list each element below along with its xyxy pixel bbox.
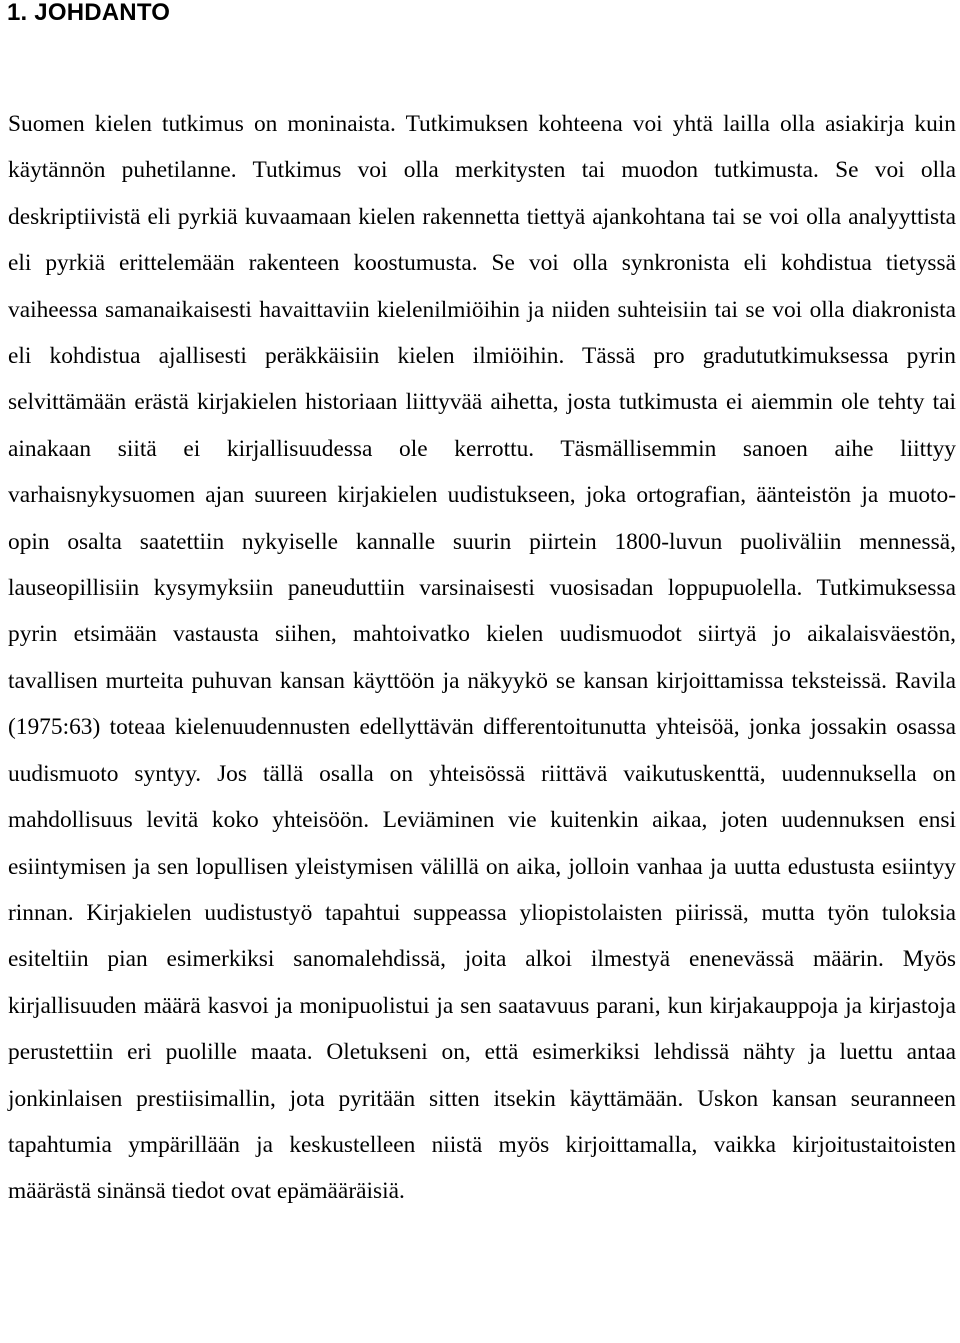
paragraph: Suomen kielen tutkimus on moninaista. Tutkimuksen kohteena voi yhtä lailla olla asiakirja kuin käytännön puhetilanne. Tutkimus voi olla merkitysten tai muodon tutkimusta. Se voi olla deskriptiivistä eli pyrkiä kuvaamaan kielen rakennetta tiettyä ajankohtana tai se voi olla analyyttista eli pyrkiä erittelemään rakenteen koostumusta. Se voi olla synkronista eli kohdistua tietyssä vaiheessa samanaikaisesti havaittaviin kielenilmiöihin ja niiden suhteisiin tai se voi olla diakronista eli kohdistua ajallisesti peräkkäisiin kielen ilmiöihin. Tässä pro gradututkimuksessa pyrin selvittämään erästä kirjakielen historiaan liittyvää aihetta, josta tutkimusta ei aiemmin ole tehty tai ainakaan siitä ei kirjallisuudessa ole kerrottu. Täsmällisemmin sanoen aihe liittyy varhaisnykysuomen ajan suureen kirjakielen uudistukseen, joka ortografian, äänteistön ja muoto-opin osalta saatettiin nykyiselle kannalle suurin piirtein 1800-luvun puoliväliin mennessä, lauseopillisiin kysymyksiin paneuduttiin varsinaisesti vuosisadan loppupuolella. Tutkimuksessa pyrin etsimään vastausta siihen, mahtoivatko kielen uudismuodot siirtyä jo aikalaisväestön, tavallisen murteita puhuvan kansan käyttöön ja näkyykö se kansan kirjoittamissa teksteissä. Ravila (1975:63) toteaa kielenuudennusten edellyttävän differentoitunutta yhteisöä, jonka jossakin osassa uudismuoto syntyy. Jos tällä osalla on yhteisössä riittävä vaikutuskenttä, uudennuksella on mahdollisuus levitä koko yhteisöön. Leviäminen vie kuitenkin aikaa, joten uudennuksen ensi esiintymisen ja sen lopullisen yleistymisen välillä on aika, jolloin vanhaa ja uutta edustusta esiintyy rinnan. Kirjakielen uudistustyö tapahtui suppeassa yliopistolaisten piirissä, mutta työn tuloksia esiteltiin pian esimerkiksi sanomalehdissä, joita alkoi ilmestyä enenevässä määrin. Myös kirjallisuuden määrä kasvoi ja monipuolistui ja sen saatavuus parani, kun kirjakauppoja ja kirjastoja perustettiin eri puolille maata. Oletukseni on, että esimerkiksi lehdissä nähty ja luettu antaa jonkinlaisen prestiisimallin, jota pyritään sitten itsekin käyttämään. Uskon kansan seuranneen tapahtumia ympärillään ja keskustelleen niistä myös kirjoittamalla, vaikka kirjoitustaitoisten määrästä sinänsä tiedot ovat epämääräisiä. [8,111,956,1205]
section-heading: 1. JOHDANTO [7,0,171,26]
body-text-block [8,101,956,1215]
